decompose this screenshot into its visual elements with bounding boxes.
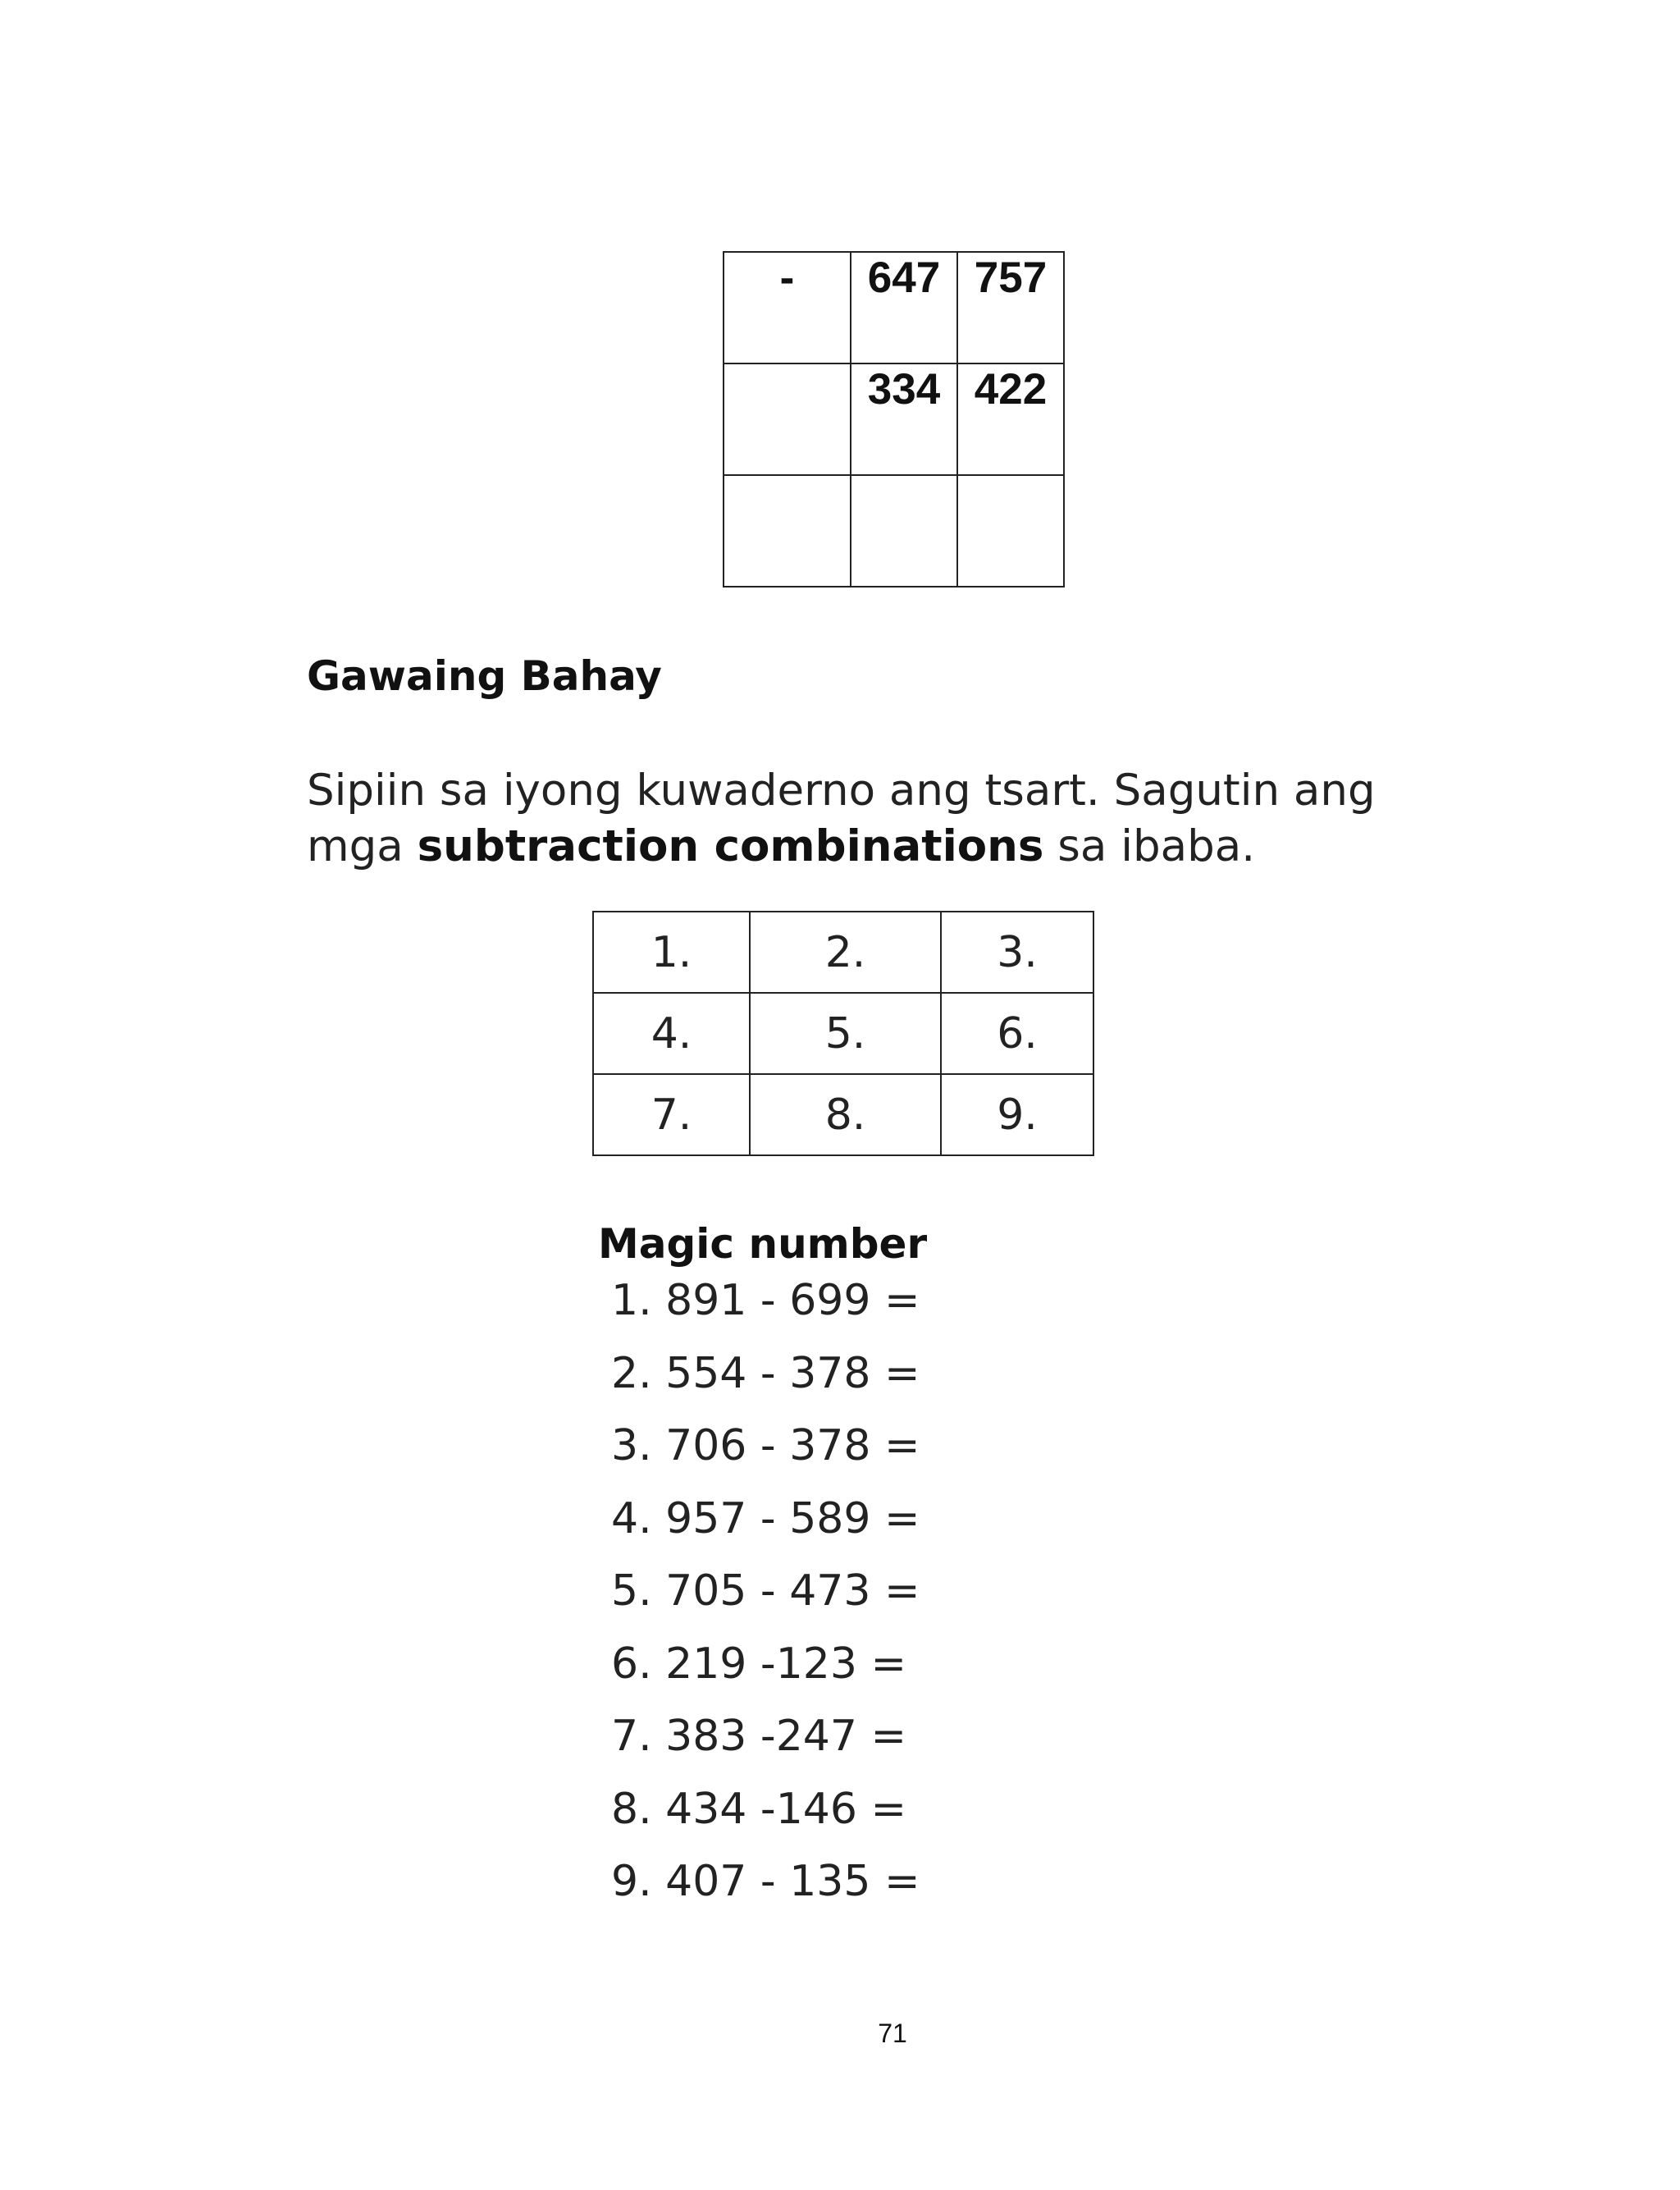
answer-cell: [851, 475, 957, 587]
subtraction-table: [723, 251, 1065, 588]
grid-cell: 4.: [593, 993, 750, 1074]
grid-cell: 6.: [941, 993, 1093, 1074]
subtrahend-cell: 334: [851, 363, 957, 475]
grid-cell: 1.: [593, 912, 750, 993]
grid-cell: 8.: [750, 1074, 941, 1155]
answer-grid-row: [593, 1074, 1093, 1155]
problem-item: 3. 706 - 378 =: [611, 1421, 920, 1470]
minuend-cell: 647: [851, 252, 957, 363]
empty-cell: [724, 475, 851, 587]
operator-cell: -: [724, 252, 851, 363]
instructions-post: sa ibaba.: [1043, 821, 1256, 871]
problem-item: 6. 219 -123 =: [611, 1639, 907, 1689]
problem-item: 8. 434 -146 =: [611, 1784, 907, 1834]
subtraction-table-row: [724, 475, 1064, 587]
subtraction-table-row: [724, 252, 1064, 363]
problem-list: [611, 1274, 920, 1928]
instructions-bold: subtraction combinations: [417, 821, 1044, 871]
section-heading: Gawaing Bahay: [307, 652, 662, 700]
minuend-cell: 757: [957, 252, 1064, 363]
magic-number-title: Magic number: [598, 1220, 928, 1268]
problem-item: 1. 891 - 699 =: [611, 1276, 920, 1325]
answer-grid: [592, 911, 1094, 1156]
grid-cell: 2.: [750, 912, 941, 993]
instructions-text: [307, 763, 1455, 875]
problem-item: 2. 554 - 378 =: [611, 1348, 920, 1398]
page-number: 71: [878, 2019, 907, 2048]
grid-cell: 3.: [941, 912, 1093, 993]
problem-item: 7. 383 -247 =: [611, 1712, 907, 1761]
subtrahend-cell: 422: [957, 363, 1064, 475]
grid-cell: 5.: [750, 993, 941, 1074]
grid-cell: 9.: [941, 1074, 1093, 1155]
answer-cell: [957, 475, 1064, 587]
problem-item: 4. 957 - 589 =: [611, 1493, 920, 1543]
problem-item: 5. 705 - 473 =: [611, 1566, 920, 1616]
subtraction-table-row: [724, 363, 1064, 475]
answer-grid-row: [593, 993, 1093, 1074]
grid-cell: 7.: [593, 1074, 750, 1155]
problem-item: 9. 407 - 135 =: [611, 1857, 920, 1906]
answer-grid-row: [593, 912, 1093, 993]
instructions-pre: Sipiin sa iyong kuwaderno ang tsart. Sagutin ang mga: [307, 766, 1376, 871]
empty-cell: [724, 363, 851, 475]
